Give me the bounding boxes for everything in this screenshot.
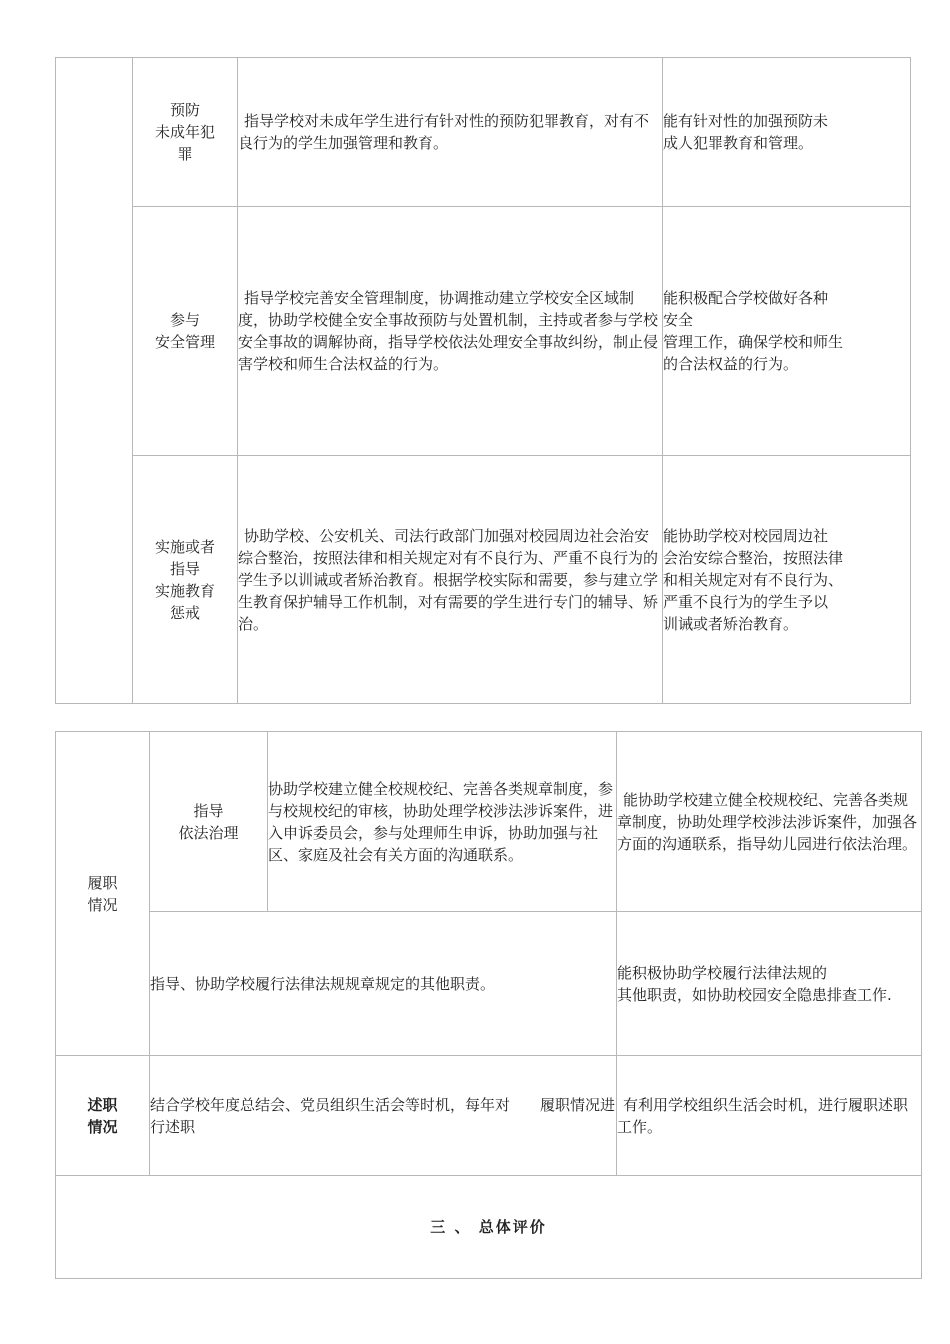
row-category: 参与 安全管理 <box>133 207 238 456</box>
report-section-label: 述职 情况 <box>56 1056 150 1176</box>
duty-table-upper <box>55 57 911 704</box>
table-row <box>56 58 911 207</box>
blank-category-cell <box>56 58 133 704</box>
row-category: 预防 未成年犯 罪 <box>133 58 238 207</box>
row-performance: 能协助学校对校园周边社 会治安综合整治，按照法律 和相关规定对有不良行为、 严重不良行为的学生予以 训诫或者矫治教育。 <box>663 456 911 704</box>
row-requirement: 协助学校、公安机关、司法行政部门加强对校园周边社会治安综合整治，按照法律和相关规定对有不良行为、严重不良行为的学生予以训诫或者矫治教育。根据学校实际和需要，参与建立学生教育保护辅导工作机制，对有需要的学生进行专门的辅导、矫治。 <box>238 456 663 704</box>
row-requirement: 指导学校对未成年学生进行有针对性的预防犯罪教育，对有不良行为的学生加强管理和教育。 <box>238 58 663 207</box>
table-row <box>56 1056 922 1176</box>
table-row <box>56 912 922 1056</box>
table-row <box>56 732 922 912</box>
duty-section-label: 履职 情况 <box>56 732 150 1056</box>
duty-table-lower <box>55 731 922 1279</box>
row-performance: 能积极协助学校履行法律法规的 其他职责，如协助校园安全隐患排查工作. <box>617 912 922 1056</box>
row-requirement: 指导学校完善安全管理制度，协调推动建立学校安全区域制度，协助学校健全安全事故预防与处置机制，主持或者参与学校安全事故的调解协商，指导学校依法处理安全事故纠纷，制止侵害学校和师生合法权益的行为。 <box>238 207 663 456</box>
table-row <box>56 207 911 456</box>
row-requirement: 指导、协助学校履行法律法规规章规定的其他职责。 <box>150 912 617 1056</box>
row-performance: 有利用学校组织生活会时机，进行履职述职工作。 <box>617 1056 922 1176</box>
row-requirement: 协助学校建立健全校规校纪、完善各类规章制度，参与校规校纪的审核，协助处理学校涉法涉诉案件，进入申诉委员会，参与处理师生申诉，协助加强与社区、家庭及社会有关方面的沟通联系。 <box>268 732 617 912</box>
table-row <box>56 456 911 704</box>
table-row <box>56 1176 922 1279</box>
row-performance: 能协助学校建立健全校规校纪、完善各类规章制度，协助处理学校涉法涉诉案件，加强各方面的沟通联系，指导幼儿园进行依法治理。 <box>617 732 922 912</box>
row-category: 指导 依法治理 <box>150 732 268 912</box>
row-performance: 能积极配合学校做好各种 安全 管理工作，确保学校和师生 的合法权益的行为。 <box>663 207 911 456</box>
row-performance: 能有针对性的加强预防未 成人犯罪教育和管理。 <box>663 58 911 207</box>
row-requirement: 结合学校年度总结会、党员组织生活会等时机，每年对 履职情况进行述职 <box>150 1056 617 1176</box>
summary-heading: 三 、 总体评价 <box>56 1176 922 1279</box>
row-category: 实施或者 指导 实施教育 惩戒 <box>133 456 238 704</box>
